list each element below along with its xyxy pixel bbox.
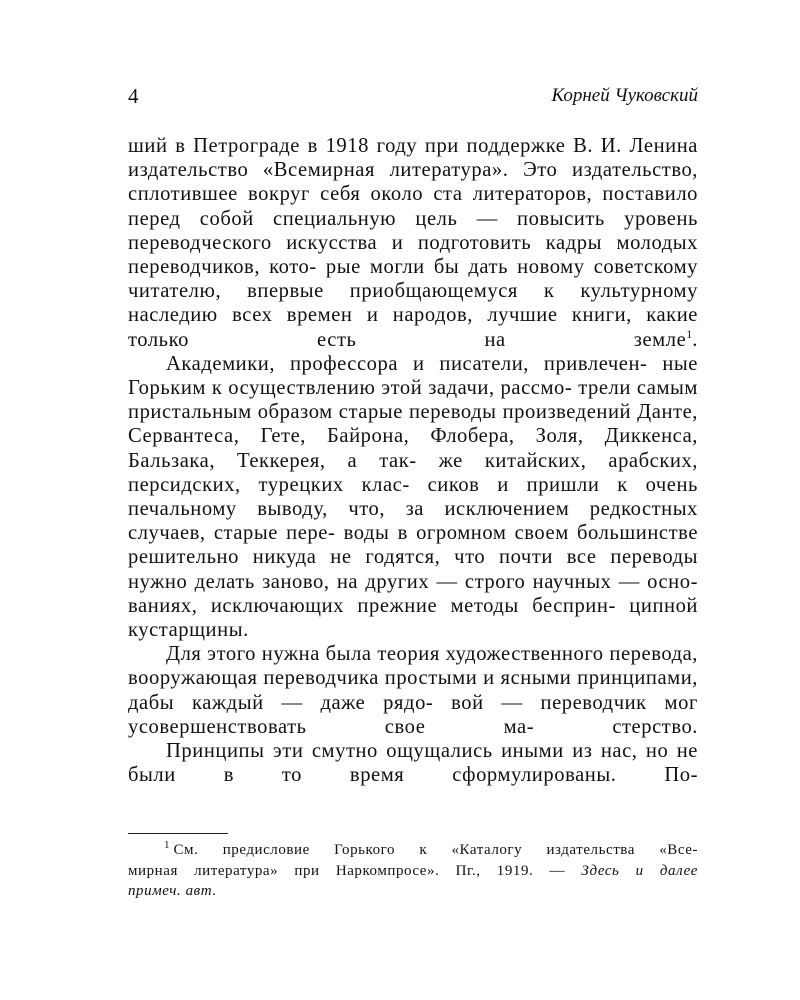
text-line: рые могли бы дать новому советскому читателю, (128, 256, 698, 303)
text-line: ясными принципами, дабы каждый — даже рядо- (128, 667, 699, 714)
footnote-italic-text: примеч. авт (128, 883, 213, 899)
text-line: перевода, вооружающая переводчика простыми и (128, 643, 699, 690)
footnote (128, 840, 698, 902)
text-line: Академики, профессора и писатели, привлечен- (166, 352, 648, 375)
text-line: цель — повысить уровень переводческого искусства (128, 207, 699, 254)
paragraph-2 (128, 352, 698, 642)
footnote-text: мирная литература» при Наркомпросе». Пг., 1919. — (128, 862, 566, 879)
text-line: ципной кустарщины. (128, 594, 698, 642)
footnote-line (128, 840, 698, 861)
footnote-line (128, 861, 698, 882)
text-line: стерство. (612, 715, 699, 738)
text-line: трели самым пристальным образом старые переводы (128, 377, 699, 424)
paragraph-1 (128, 134, 698, 352)
footnote-text: См. предисловие Горького к «Каталогу издательства «Все- (173, 842, 698, 858)
footnote-marker: 1 (164, 839, 170, 851)
text-line: ваниях, исключающих прежние методы бесприн- (128, 594, 616, 617)
main-text (128, 134, 698, 787)
text-line: ший в Петрограде в 1918 году при поддержке (128, 135, 566, 157)
text-line: произведений Данте, Сервантеса, Гете, Байрона, (128, 401, 698, 448)
page-number: 4 (128, 84, 139, 108)
footnote-text: . (212, 883, 217, 899)
text-punct: . (692, 328, 698, 351)
text-line: же китайских, арабских, персидских, турецких клас- (128, 449, 698, 496)
text-line: делать заново, на других — строго научных — осно- (194, 570, 698, 593)
text-line: Принципы эти смутно ощущались иными из (166, 740, 593, 763)
text-line: нас, но не были в то время сформулированы. По- (128, 740, 698, 787)
text-line: впервые приобщающемуся к культурному наследию (128, 280, 698, 327)
text-line: Это издательство, сплотившее вокруг себя около ста (128, 159, 699, 206)
footnote-reference[interactable]: 1 (686, 326, 693, 341)
paragraph-4 (128, 739, 698, 787)
footnote-line (128, 881, 698, 902)
footnote-divider (128, 833, 228, 834)
text-line: вой — переводчик мог усовершенствовать свое ма- (128, 691, 698, 738)
text-line: Для этого нужна была теория художественного (166, 643, 604, 666)
text-line: за исключением редкостных случаев, старые пере- (128, 498, 698, 545)
text-line: всех времен и народов, лучшие книги, какие только (128, 304, 698, 351)
text-line: литераторов, поставило перед собой специальную (128, 183, 698, 230)
text-line: В. И. Ленина издательство «Всемирная литература». (128, 135, 698, 182)
text-line: и подготовить кадры молодых переводчиков, кото- (128, 231, 698, 279)
paragraph-3 (128, 642, 698, 739)
footnote-italic-text: Здесь и далее (581, 862, 698, 879)
running-head (128, 84, 698, 112)
running-title-author: Корней Чуковский (551, 85, 698, 106)
text-line: ные Горьким к осуществлению этой задачи, рассмо- (128, 352, 698, 400)
text-line: сиков и пришли к очень печальному выводу, что, (128, 473, 699, 521)
text-line: воды в огромном своем большинстве решительно (128, 522, 699, 569)
text-line: Флобера, Золя, Диккенса, Бальзака, Теккерея, а так- (128, 425, 699, 472)
text-line: есть на земле (317, 328, 687, 351)
text-line: никуда не годятся, что почти все переводы нужно (128, 546, 698, 593)
